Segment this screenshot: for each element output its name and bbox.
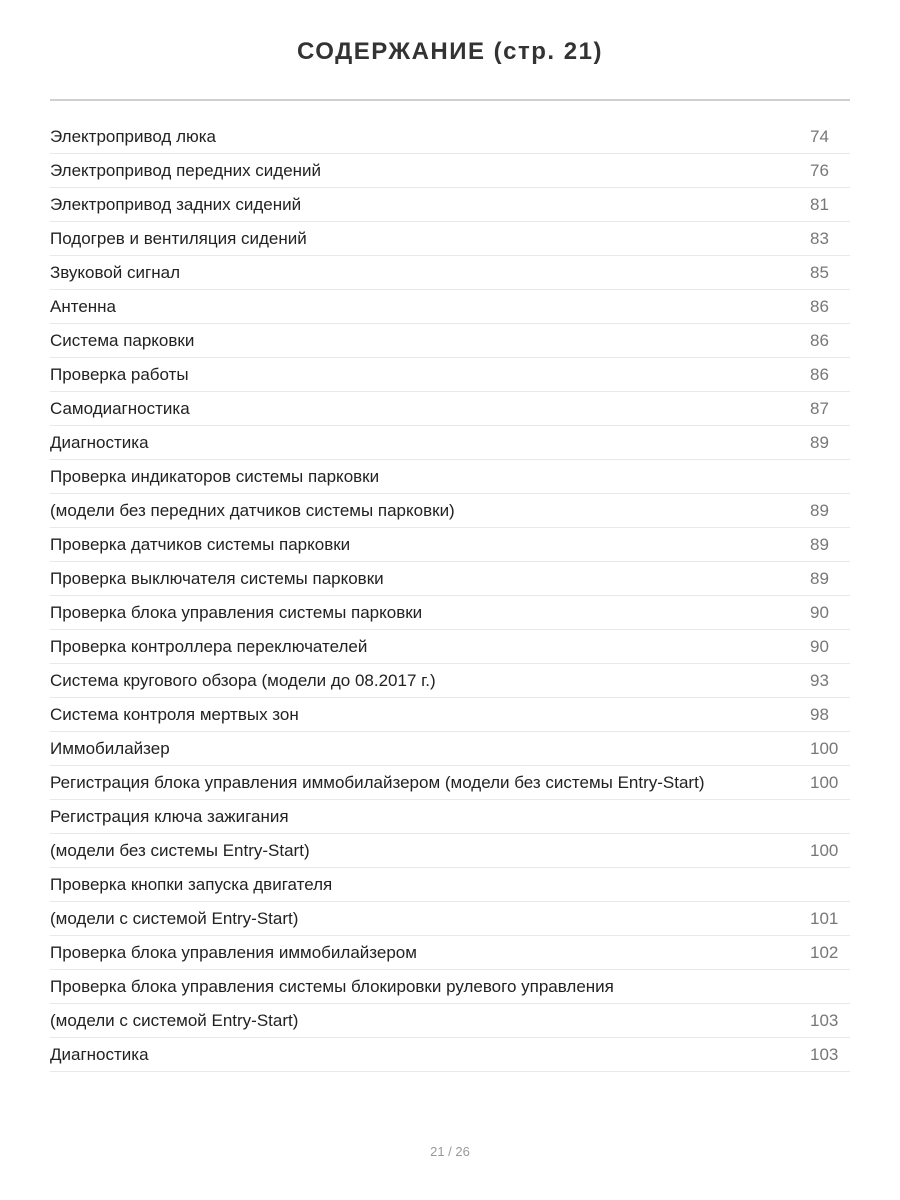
toc-entry-page-number: 100 (810, 841, 839, 860)
toc-entry-title: Антенна (50, 297, 117, 316)
toc-entry[interactable] (50, 664, 850, 698)
page-title: СОДЕРЖАНИЕ (стр. 21) (297, 38, 603, 65)
toc-entry[interactable] (50, 120, 850, 154)
toc-entry-page-number: 100 (810, 739, 839, 758)
toc-entry-page-number: 103 (810, 1011, 839, 1030)
toc-entry-page-number: 87 (810, 399, 829, 418)
toc-entry-page-number: 103 (810, 1045, 839, 1064)
toc-entry[interactable] (50, 188, 850, 222)
toc-entry-page-number: 76 (810, 161, 829, 180)
toc-entry-title: Регистрация блока управления иммобилайзером (модели без системы Entry-Start) (50, 773, 705, 792)
toc-entry-title: Электропривод передних сидений (50, 161, 322, 180)
toc-entry-page-number: 98 (810, 705, 829, 724)
toc-entry-title: Проверка блока управления системы парковки (50, 603, 423, 622)
toc-entry[interactable] (50, 392, 850, 426)
page-indicator: 21 / 26 (430, 1144, 470, 1159)
toc-entry-page-number: 90 (810, 637, 829, 656)
toc-entry-page-number: 89 (810, 535, 829, 554)
toc-entry[interactable] (50, 256, 850, 290)
toc-entry-title: Иммобилайзер (50, 739, 170, 758)
toc-entry[interactable] (50, 834, 850, 868)
toc-entry-page-number: 74 (810, 127, 829, 146)
toc-entry-page-number: 85 (810, 263, 829, 282)
toc-entry[interactable] (50, 698, 850, 732)
toc-entry[interactable] (50, 528, 850, 562)
toc-entry-page-number: 89 (810, 433, 829, 452)
toc-entry-title: Электропривод задних сидений (50, 195, 302, 214)
toc-entry-page-number: 93 (810, 671, 829, 690)
toc-entry[interactable] (50, 1038, 850, 1072)
toc-entry[interactable] (50, 324, 850, 358)
toc-entry-title: Диагностика (50, 433, 149, 452)
toc-entry-title: Проверка выключателя системы парковки (50, 569, 384, 588)
toc-entry[interactable] (50, 154, 850, 188)
toc-entry[interactable] (50, 290, 850, 324)
toc-entry-title: Проверка блока управления системы блокировки рулевого управления (50, 977, 614, 996)
toc-entry[interactable] (50, 936, 850, 970)
toc-entry[interactable] (50, 970, 850, 1004)
toc-entry[interactable] (50, 494, 850, 528)
toc-list (50, 120, 850, 1072)
toc-entry-title: Самодиагностика (50, 399, 190, 418)
toc-entry-page-number: 89 (810, 569, 829, 588)
toc-entry-page-number: 101 (810, 909, 839, 928)
title-divider (50, 99, 850, 101)
toc-entry-title: (модели с системой Entry-Start) (50, 1011, 299, 1030)
toc-entry-title: Диагностика (50, 1045, 149, 1064)
toc-entry-page-number: 86 (810, 365, 829, 384)
toc-entry-page-number: 89 (810, 501, 829, 520)
toc-entry[interactable] (50, 562, 850, 596)
toc-entry-title: Регистрация ключа зажигания (50, 807, 289, 826)
toc-entry[interactable] (50, 902, 850, 936)
toc-entry-page-number: 86 (810, 297, 829, 316)
toc-entry[interactable] (50, 426, 850, 460)
toc-entry[interactable] (50, 766, 850, 800)
toc-entry-title: Проверка датчиков системы парковки (50, 535, 351, 554)
toc-entry-title: (модели без передних датчиков системы парковки) (50, 501, 455, 520)
toc-entry-page-number: 100 (810, 773, 839, 792)
toc-entry[interactable] (50, 868, 850, 902)
toc-entry-title: Проверка индикаторов системы парковки (50, 467, 380, 486)
toc-entry-title: Система контроля мертвых зон (50, 705, 299, 724)
toc-entry-title: Проверка кнопки запуска двигателя (50, 875, 333, 894)
toc-entry-page-number: 83 (810, 229, 829, 248)
toc-entry[interactable] (50, 222, 850, 256)
toc-entry-title: Система кругового обзора (модели до 08.2017 г.) (50, 671, 436, 690)
toc-entry[interactable] (50, 630, 850, 664)
toc-entry-title: Электропривод люка (50, 127, 217, 146)
toc-entry[interactable] (50, 732, 850, 766)
toc-entry[interactable] (50, 800, 850, 834)
toc-entry-page-number: 86 (810, 331, 829, 350)
toc-entry[interactable] (50, 596, 850, 630)
toc-entry[interactable] (50, 1004, 850, 1038)
toc-entry-page-number: 102 (810, 943, 839, 962)
toc-entry-title: (модели без системы Entry-Start) (50, 841, 310, 860)
toc-entry-title: Система парковки (50, 331, 195, 350)
toc-entry-title: Проверка контроллера переключателей (50, 637, 368, 656)
toc-entry-page-number: 81 (810, 195, 829, 214)
toc-entry-title: Проверка блока управления иммобилайзером (50, 943, 417, 962)
toc-entry-title: Проверка работы (50, 365, 189, 384)
toc-entry[interactable] (50, 358, 850, 392)
toc-entry-title: Звуковой сигнал (50, 263, 180, 282)
toc-entry-title: (модели с системой Entry-Start) (50, 909, 299, 928)
toc-entry-title: Подогрев и вентиляция сидений (50, 229, 307, 248)
toc-entry[interactable] (50, 460, 850, 494)
toc-entry-page-number: 90 (810, 603, 829, 622)
